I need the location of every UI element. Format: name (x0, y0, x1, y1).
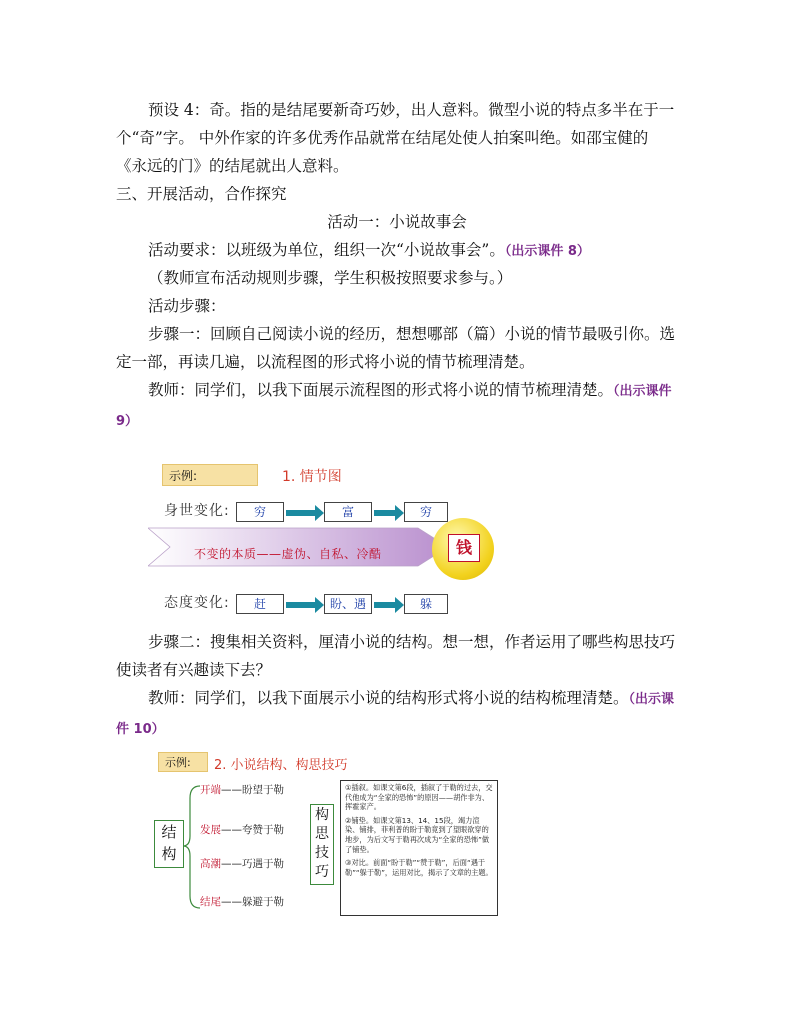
technique-label: 构思技巧 (310, 804, 334, 885)
attitude-box-drive: 赶 (236, 594, 284, 614)
life-box-poor-2: 穷 (404, 502, 448, 522)
structure-item-beginning: 开端——盼望于勒 (200, 784, 284, 796)
courseware-ref-10: （出示课件 10） (116, 692, 675, 737)
teacher-instruction-1 (116, 376, 678, 436)
note-contrast: ③对比。前面“盼于勒”“赞于勒”，后面“遇于勒”“躲于勒”，运用对比，揭示了文章的主题。 (345, 858, 493, 877)
life-box-rich: 富 (324, 502, 372, 522)
courseware-ref-9: （出示课件 9） (116, 384, 672, 429)
money-label: 钱 (448, 534, 480, 562)
plot-diagram-title: 1. 情节图 (282, 469, 342, 485)
structure-brace (182, 784, 202, 910)
life-change-label: 身世变化: (164, 503, 230, 519)
teacher-text-1: 教师：同学们，以我下面展示流程图的形式将小说的情节梳理清楚。 (148, 381, 614, 399)
structure-item-climax: 高潮——巧遇于勒 (200, 858, 284, 870)
arrow (374, 602, 396, 608)
note-flashback: ①插叙。如课文第6段，插叙了于勒的过去，交代他成为“全家的恐怖”的原因——胡作非为、挥霍家产。 (345, 783, 493, 812)
teacher-text-2: 教师：同学们，以我下面展示小说的结构形式将小说的结构梳理清楚。 (148, 689, 629, 707)
requirement-text: 活动要求：以班级为单位，组织一次“小说故事会”。 (148, 241, 505, 259)
structure-item-ending: 结尾——躲避于勒 (200, 896, 284, 908)
structure-label: 结构 (154, 820, 184, 868)
preset-4-paragraph: 预设 4：奇。指的是结尾要新奇巧妙，出人意料。微型小说的特点多半在于一个“奇”字。 中外作家的许多优秀作品就常在结尾处使人拍案叫绝。如邵宝健的《永远的门》的结尾就出人意料。 (116, 101, 675, 175)
step-one: 步骤一：回顾自己阅读小说的经历，想想哪部（篇）小说的情节最吸引你。选定一部，再读几遍，以流程图的形式将小说的情节梳理清楚。 (116, 325, 676, 371)
essence-text: 不变的本质——虚伪、自私、冷酷 (194, 547, 382, 561)
section-heading: 三、开展活动，合作探究 (116, 185, 287, 203)
arrow (374, 510, 396, 516)
attitude-box-avoid: 躲 (404, 594, 448, 614)
example-tag: 示例: (158, 752, 208, 772)
steps-label: 活动步骤： (148, 297, 226, 315)
technique-notes (340, 780, 498, 916)
example-tag: 示例: (162, 464, 258, 486)
arrow (286, 510, 316, 516)
structure-item-development: 发展——夸赞于勒 (200, 824, 284, 836)
step-two: 步骤二：搜集相关资料，厘清小说的结构。想一想，作者运用了哪些构思技巧使读者有兴趣读下去？ (116, 633, 676, 679)
attitude-box-hope: 盼、遇 (324, 594, 372, 614)
attitude-change-label: 态度变化: (164, 595, 230, 611)
teacher-instruction-2 (116, 684, 678, 744)
structure-diagram-title: 2. 小说结构、构思技巧 (214, 758, 348, 773)
plot-diagram (148, 460, 508, 618)
activity-title: 活动一：小说故事会 (327, 213, 467, 231)
teacher-note: （教师宣布活动规则步骤，学生积极按照要求参与。） (148, 269, 513, 287)
arrow (286, 602, 316, 608)
structure-diagram (150, 748, 502, 916)
activity-requirement (116, 236, 678, 266)
life-box-poor-1: 穷 (236, 502, 284, 522)
courseware-ref-8: （出示课件 8） (504, 244, 590, 259)
note-foreshadowing: ②铺垫。如课文第13、14、15段，竭力渲染、铺排，菲利普的盼于勒竟到了望眼欲穿的地步，为后文写于勒再次成为“全家的恐怖”做了铺垫。 (345, 815, 490, 854)
